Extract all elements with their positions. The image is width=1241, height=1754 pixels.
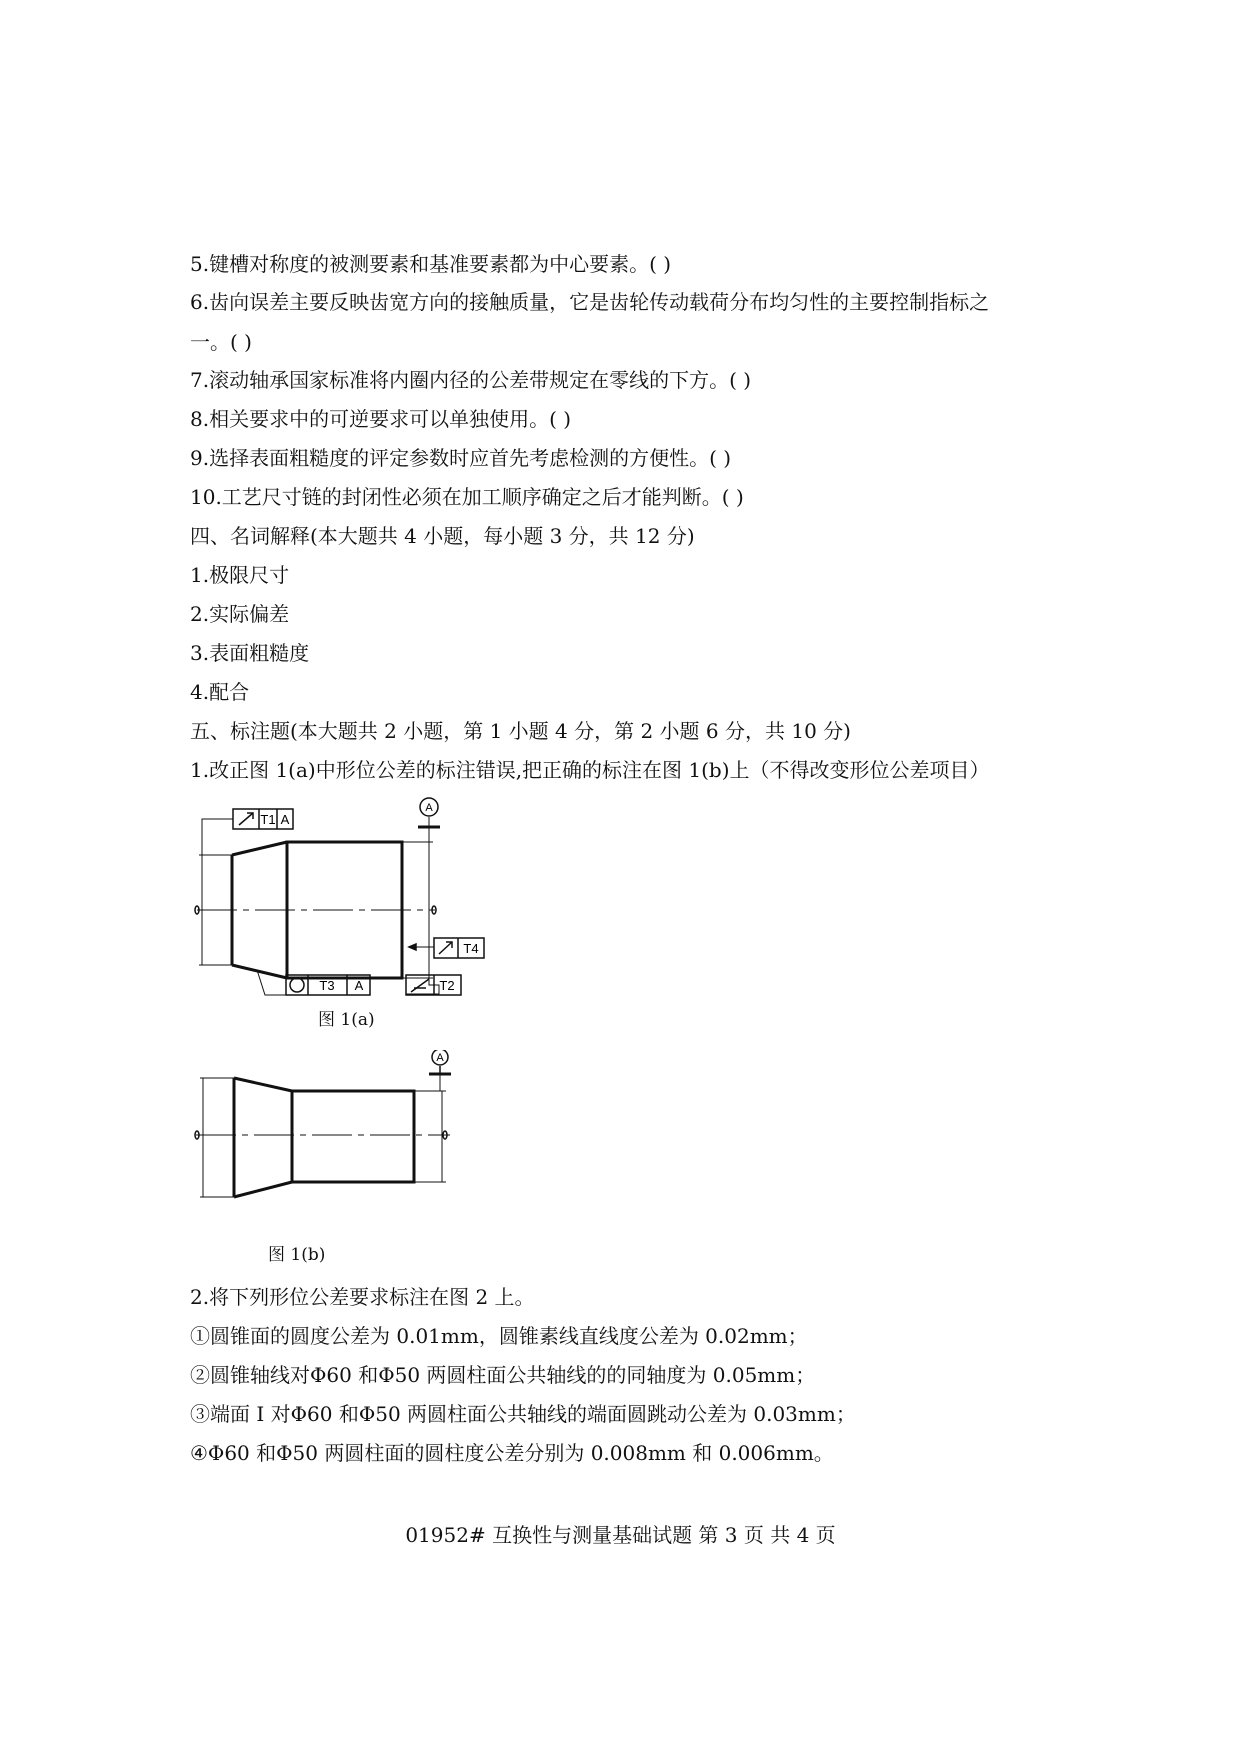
question-2-item-1: ①圆锥面的圆度公差为 0.01mm，圆锥素线直线度公差为 0.02mm； — [190, 1324, 808, 1348]
term-item-1: 1.极限尺寸 — [190, 563, 290, 587]
figure-1b — [188, 1050, 458, 1210]
section5-heading: 五、标注题(本大题共 2 小题，第 1 小题 4 分，第 2 小题 6 分，共 10 分) — [190, 719, 851, 743]
figure-1a-caption: 图 1(a) — [318, 1010, 375, 1030]
judgement-item-7: 7.滚动轴承国家标准将内圈内径的公差带规定在零线的下方。( ) — [190, 368, 752, 392]
figure-1a-frame-bottom-datum: A — [354, 978, 364, 993]
question-1: 1.改正图 1(a)中形位公差的标注错误,把正确的标注在图 1(b)上（不得改变形位公差项目） — [190, 758, 990, 782]
figure-1a-frame-top-datum: A — [280, 812, 290, 827]
judgement-item-10: 10.工艺尺寸链的封闭性必须在加工顺序确定之后才能判断。( ) — [190, 485, 744, 509]
figure-1a — [185, 795, 515, 1000]
figure-1b-caption: 图 1(b) — [268, 1245, 326, 1265]
judgement-item-5: 5.键槽对称度的被测要素和基准要素都为中心要素。( ) — [190, 252, 672, 276]
figure-1a-frame-right-value: T4 — [463, 941, 479, 956]
figure-1a-frame-top-value: T1 — [260, 812, 276, 827]
section4-heading: 四、名词解释(本大题共 4 小题，每小题 3 分，共 12 分) — [190, 524, 695, 548]
figure-1a-frame-bottom-right-value: T2 — [439, 978, 455, 993]
question-2-item-2: ②圆锥轴线对Φ60 和Φ50 两圆柱面公共轴线的的同轴度为 0.05mm； — [190, 1363, 816, 1387]
judgement-item-9: 9.选择表面粗糙度的评定参数时应首先考虑检测的方便性。( ) — [190, 446, 732, 470]
judgement-item-6-cont: 一。( ) — [190, 330, 252, 354]
figure-1b-datum-label: A — [436, 1052, 444, 1064]
judgement-item-8: 8.相关要求中的可逆要求可以单独使用。( ) — [190, 407, 572, 431]
figure-1a-frame-bottom-value: T3 — [319, 978, 335, 993]
question-2-item-3: ③端面 I 对Φ60 和Φ50 两圆柱面公共轴线的端面圆跳动公差为 0.03mm； — [190, 1402, 856, 1426]
judgement-item-6: 6.齿向误差主要反映齿宽方向的接触质量，它是齿轮传动载荷分布均匀性的主要控制指标之 — [190, 290, 990, 314]
term-item-2: 2.实际偏差 — [190, 602, 290, 626]
page-footer: 01952# 互换性与测量基础试题 第 3 页 共 4 页 — [405, 1523, 836, 1547]
question-2: 2.将下列形位公差要求标注在图 2 上。 — [190, 1285, 535, 1309]
figure-1a-datum-label: A — [425, 802, 433, 814]
term-item-3: 3.表面粗糙度 — [190, 641, 310, 665]
question-2-item-4: ④Φ60 和Φ50 两圆柱面的圆柱度公差分别为 0.008mm 和 0.006mm。 — [190, 1441, 834, 1465]
term-item-4: 4.配合 — [190, 680, 250, 704]
